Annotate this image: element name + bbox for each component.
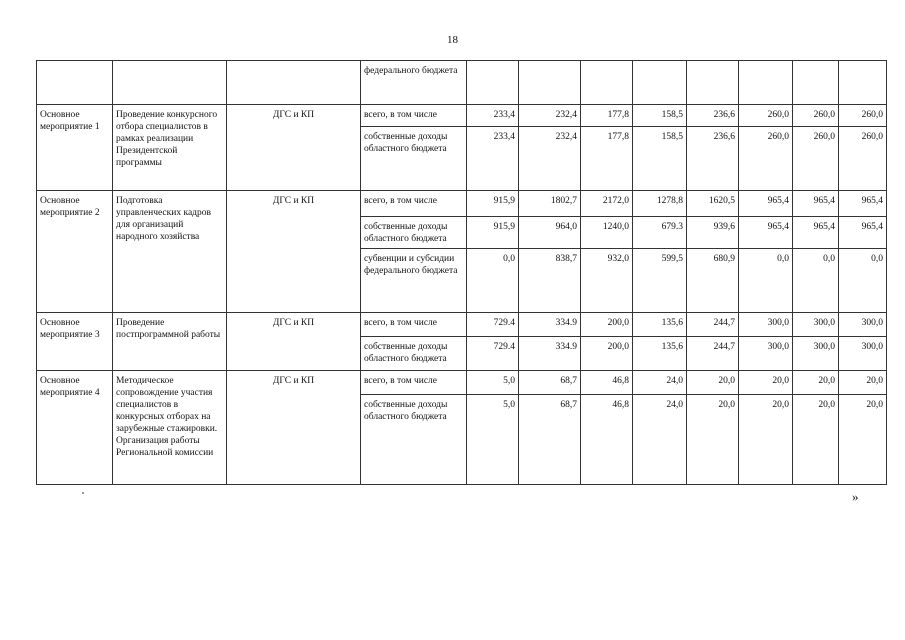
value-cell: 260,0 bbox=[839, 127, 887, 191]
executor-cell: ДГС и КП bbox=[227, 191, 361, 313]
value-cell: 300,0 bbox=[839, 337, 887, 371]
value-cell: 965,4 bbox=[793, 217, 839, 249]
value-cell: 236,6 bbox=[687, 127, 739, 191]
value-cell bbox=[581, 61, 633, 105]
value-cell: 200,0 bbox=[581, 313, 633, 337]
value-cell: 68,7 bbox=[519, 371, 581, 395]
value-cell: 233,4 bbox=[467, 105, 519, 127]
value-cell: 232,4 bbox=[519, 127, 581, 191]
value-cell: 0,0 bbox=[839, 249, 887, 313]
budget-table bbox=[36, 60, 887, 485]
value-cell bbox=[633, 61, 687, 105]
value-cell: 0,0 bbox=[793, 249, 839, 313]
value-cell: 300,0 bbox=[839, 313, 887, 337]
measure-description-cell bbox=[113, 61, 227, 105]
value-cell bbox=[839, 61, 887, 105]
value-cell: 20,0 bbox=[839, 395, 887, 485]
value-cell: 20,0 bbox=[839, 371, 887, 395]
value-cell: 0,0 bbox=[739, 249, 793, 313]
value-cell: 244,7 bbox=[687, 337, 739, 371]
value-cell: 300,0 bbox=[739, 313, 793, 337]
measure-description-cell: Проведение конкурсного отбора специалистов в рамках реализации Президентской программы bbox=[113, 105, 227, 191]
value-cell: 24,0 bbox=[633, 371, 687, 395]
value-cell: 20,0 bbox=[687, 371, 739, 395]
funding-source-cell: всего, в том числе bbox=[361, 105, 467, 127]
value-cell: 232,4 bbox=[519, 105, 581, 127]
value-cell bbox=[793, 61, 839, 105]
value-cell: 939,6 bbox=[687, 217, 739, 249]
value-cell: 1240,0 bbox=[581, 217, 633, 249]
value-cell: 334.9 bbox=[519, 313, 581, 337]
value-cell: 260,0 bbox=[839, 105, 887, 127]
value-cell: 915,9 bbox=[467, 217, 519, 249]
value-cell: 20,0 bbox=[739, 395, 793, 485]
executor-cell: ДГС и КП bbox=[227, 105, 361, 191]
value-cell: 838,7 bbox=[519, 249, 581, 313]
executor-cell: ДГС и КП bbox=[227, 313, 361, 371]
value-cell: 158,5 bbox=[633, 105, 687, 127]
value-cell: 135,6 bbox=[633, 313, 687, 337]
value-cell: 236,6 bbox=[687, 105, 739, 127]
value-cell: 965,4 bbox=[839, 191, 887, 217]
measure-description-cell: Подготовка управленческих кадров для организаций народного хозяйства bbox=[113, 191, 227, 313]
value-cell: 300,0 bbox=[793, 313, 839, 337]
value-cell: 2172,0 bbox=[581, 191, 633, 217]
funding-source-cell: субвенции и субсидии федерального бюджета bbox=[361, 249, 467, 313]
funding-source-cell: федерального бюджета bbox=[361, 61, 467, 105]
value-cell: 0,0 bbox=[467, 249, 519, 313]
value-cell: 915,9 bbox=[467, 191, 519, 217]
value-cell bbox=[687, 61, 739, 105]
scan-mark bbox=[82, 492, 84, 494]
funding-source-cell: всего, в том числе bbox=[361, 313, 467, 337]
value-cell: 46,8 bbox=[581, 395, 633, 485]
value-cell: 965,4 bbox=[839, 217, 887, 249]
value-cell: 260,0 bbox=[793, 127, 839, 191]
value-cell: 260,0 bbox=[739, 105, 793, 127]
value-cell: 260,0 bbox=[739, 127, 793, 191]
value-cell: 300,0 bbox=[739, 337, 793, 371]
executor-cell bbox=[227, 61, 361, 105]
value-cell: 599,5 bbox=[633, 249, 687, 313]
measure-title-cell: Основное мероприятие 2 bbox=[37, 191, 113, 313]
value-cell: 965,4 bbox=[739, 217, 793, 249]
value-cell: 20,0 bbox=[793, 395, 839, 485]
value-cell: 158,5 bbox=[633, 127, 687, 191]
value-cell: 20,0 bbox=[739, 371, 793, 395]
value-cell: 729.4 bbox=[467, 313, 519, 337]
page-number: 18 bbox=[447, 34, 458, 46]
value-cell: 300,0 bbox=[793, 337, 839, 371]
value-cell: 260,0 bbox=[793, 105, 839, 127]
value-cell: 200,0 bbox=[581, 337, 633, 371]
value-cell: 334.9 bbox=[519, 337, 581, 371]
value-cell: 1620,5 bbox=[687, 191, 739, 217]
value-cell: 5,0 bbox=[467, 371, 519, 395]
value-cell bbox=[467, 61, 519, 105]
value-cell: 24,0 bbox=[633, 395, 687, 485]
funding-source-cell: собственные доходы областного бюджета bbox=[361, 395, 467, 485]
table-row bbox=[37, 371, 887, 395]
funding-source-cell: всего, в том числе bbox=[361, 191, 467, 217]
funding-source-cell: собственные доходы областного бюджета bbox=[361, 217, 467, 249]
value-cell: 135,6 bbox=[633, 337, 687, 371]
value-cell: 679.3 bbox=[633, 217, 687, 249]
value-cell: 680,9 bbox=[687, 249, 739, 313]
value-cell: 965,4 bbox=[739, 191, 793, 217]
value-cell: 233,4 bbox=[467, 127, 519, 191]
measure-description-cell: Проведение постпрограммной работы bbox=[113, 313, 227, 371]
funding-source-cell: собственные доходы областного бюджета bbox=[361, 127, 467, 191]
funding-source-cell: собственные доходы областного бюджета bbox=[361, 337, 467, 371]
measure-title-cell: Основное мероприятие 1 bbox=[37, 105, 113, 191]
value-cell: 5,0 bbox=[467, 395, 519, 485]
value-cell: 20,0 bbox=[793, 371, 839, 395]
table-body bbox=[37, 61, 887, 485]
value-cell: 965,4 bbox=[793, 191, 839, 217]
value-cell: 244,7 bbox=[687, 313, 739, 337]
measure-title-cell: Основное мероприятие 4 bbox=[37, 371, 113, 485]
table-row bbox=[37, 313, 887, 337]
table-row bbox=[37, 61, 887, 105]
value-cell bbox=[519, 61, 581, 105]
measure-title-cell: Основное мероприятие 3 bbox=[37, 313, 113, 371]
value-cell: 1802,7 bbox=[519, 191, 581, 217]
value-cell bbox=[739, 61, 793, 105]
value-cell: 177,8 bbox=[581, 105, 633, 127]
value-cell: 46,8 bbox=[581, 371, 633, 395]
measure-description-cell: Методическое сопровождение участия специалистов в конкурсных отборах на зарубежные стажировки. Организация работы Региональной комиссии bbox=[113, 371, 227, 485]
value-cell: 68,7 bbox=[519, 395, 581, 485]
value-cell: 932,0 bbox=[581, 249, 633, 313]
value-cell: 1278,8 bbox=[633, 191, 687, 217]
table-row bbox=[37, 191, 887, 217]
value-cell: 177,8 bbox=[581, 127, 633, 191]
funding-source-cell: всего, в том числе bbox=[361, 371, 467, 395]
table-row bbox=[37, 105, 887, 127]
executor-cell: ДГС и КП bbox=[227, 371, 361, 485]
closing-quote: » bbox=[852, 489, 859, 504]
measure-title-cell bbox=[37, 61, 113, 105]
value-cell: 729.4 bbox=[467, 337, 519, 371]
value-cell: 964,0 bbox=[519, 217, 581, 249]
value-cell: 20,0 bbox=[687, 395, 739, 485]
